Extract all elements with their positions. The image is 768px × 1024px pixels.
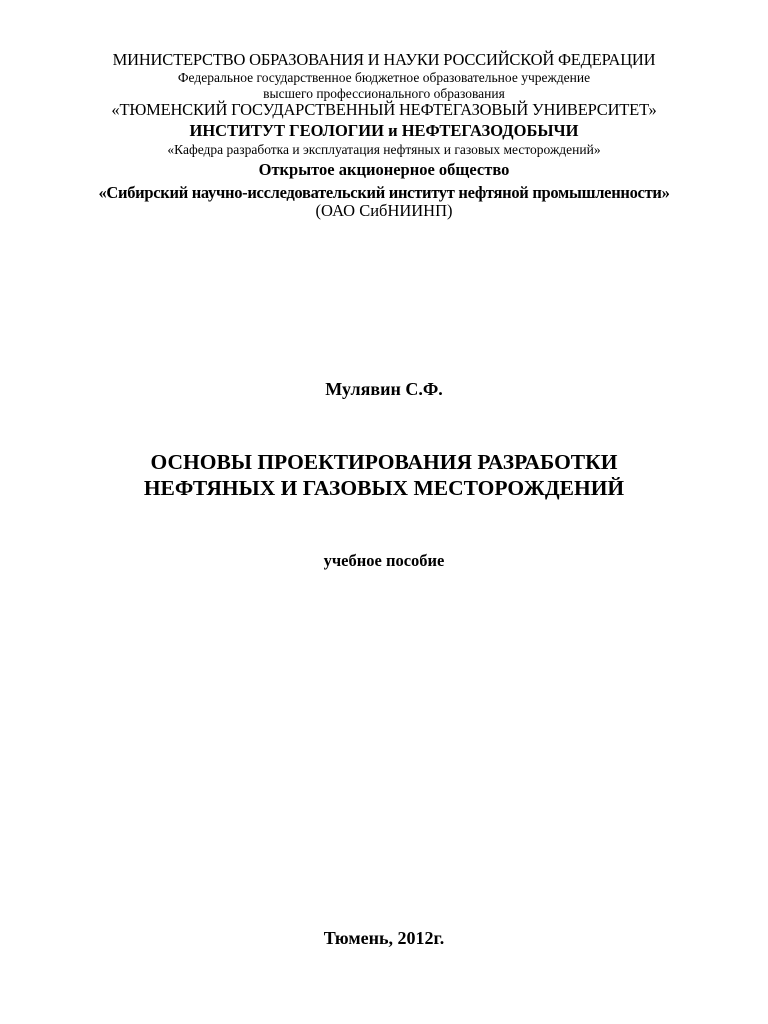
- book-title-line-2: НЕФТЯНЫХ И ГАЗОВЫХ МЕСТОРОЖДЕНИЙ: [143, 476, 625, 500]
- author-name: Мулявин С.Ф.: [325, 379, 443, 399]
- institution-type-line-2: высшего профессионального образования: [263, 86, 505, 101]
- institution-type-line-1: Федеральное государственное бюджетное образовательное учреждение: [177, 70, 591, 85]
- book-title-line-1: ОСНОВЫ ПРОЕКТИРОВАНИЯ РАЗРАБОТКИ: [150, 450, 618, 474]
- company-type: Открытое акционерное общество: [258, 160, 510, 179]
- department-name: «Кафедра разработка и эксплуатация нефтяных и газовых месторождений»: [167, 142, 601, 157]
- university-name: «ТЮМЕНСКИЙ ГОСУДАРСТВЕННЫЙ НЕФТЕГАЗОВЫЙ УНИВЕРСИТЕТ»: [111, 100, 657, 119]
- institute-name: ИНСТИТУТ ГЕОЛОГИИ и НЕФТЕГАЗОДОБЫЧИ: [189, 121, 579, 140]
- company-short-name: (ОАО СибНИИНП): [315, 201, 453, 220]
- ministry-line: МИНИСТЕРСТВО ОБРАЗОВАНИЯ И НАУКИ РОССИЙСКОЙ ФЕДЕРАЦИИ: [112, 50, 656, 69]
- book-type: учебное пособие: [323, 551, 445, 570]
- company-name: «Сибирский научно-исследовательский институт нефтяной промышленности»: [98, 183, 670, 202]
- city-year: Тюмень, 2012г.: [323, 928, 445, 948]
